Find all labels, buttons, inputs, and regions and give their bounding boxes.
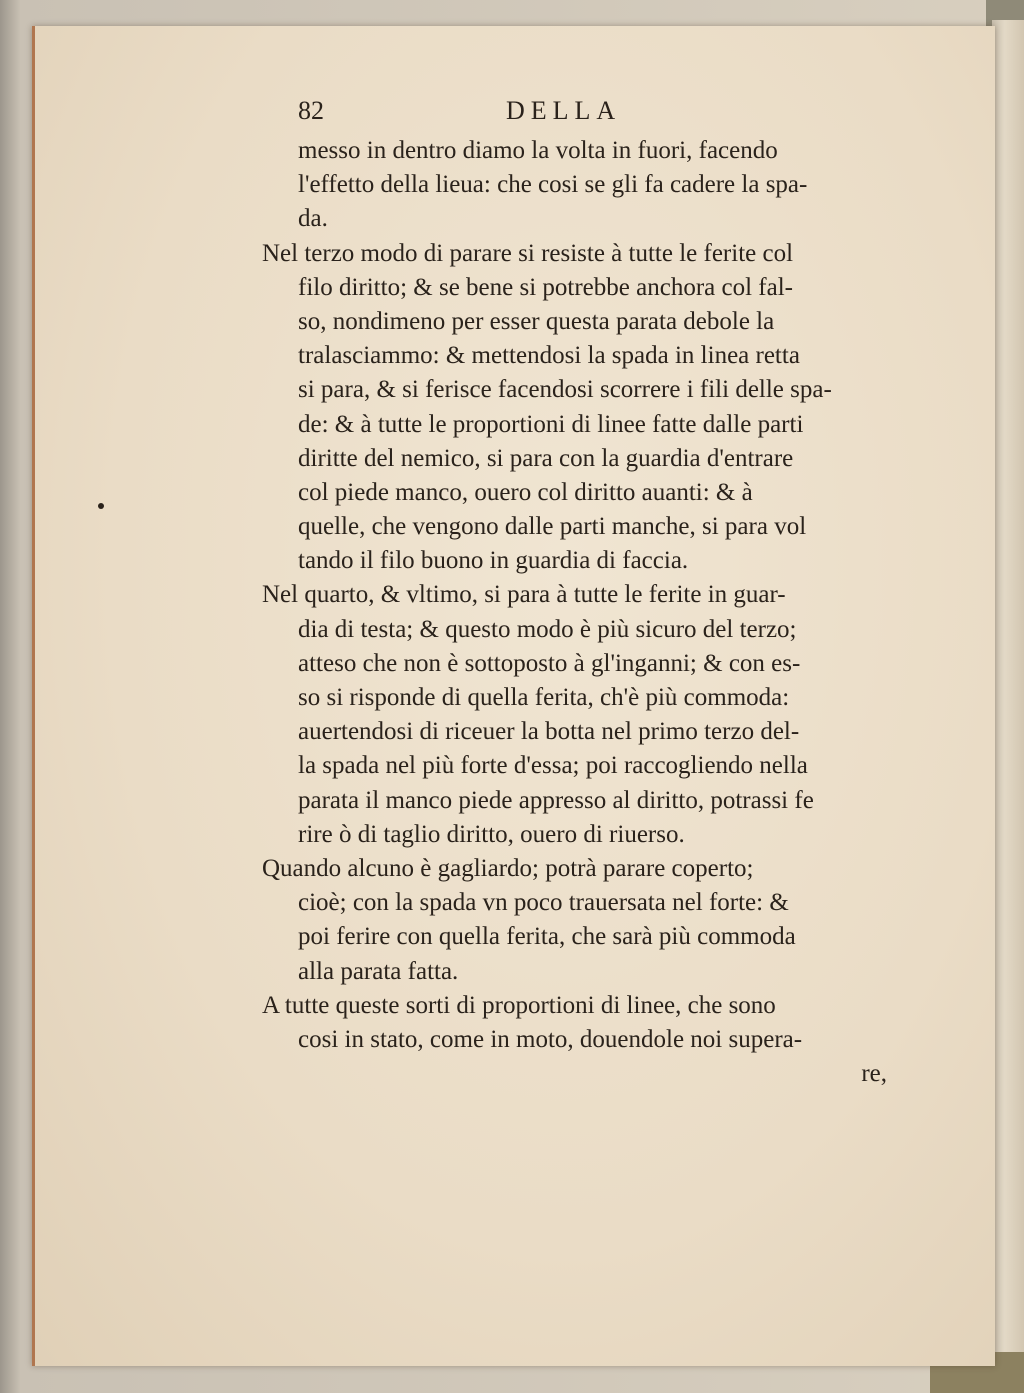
folio-number: 82 xyxy=(298,96,324,125)
text-line: de: & à tutte le proportioni di linee fatte dalle parti xyxy=(298,410,804,438)
text-line: dia di testa; & questo modo è più sicuro del terzo; xyxy=(298,615,797,643)
text-line: auertendosi di riceuer la botta nel primo terzo del- xyxy=(298,718,800,746)
text-line: so si risponde di quella ferita, ch'è più commoda: xyxy=(298,684,790,711)
facing-page-edge xyxy=(992,20,1024,1393)
text-line: so, nondimeno per esser questa parata debole la xyxy=(298,307,775,335)
running-head: DELLA xyxy=(506,96,622,125)
text-line: parata il manco piede appresso al diritto, potrassi fe xyxy=(298,786,814,814)
text-line: filo diritto; & se bene si potrebbe anchora col fal- xyxy=(298,273,793,301)
text-line: poi ferire con quella ferita, che sarà più commoda xyxy=(298,923,796,951)
text-line: cosi in stato, come in moto, douendole noi supera- xyxy=(298,1025,803,1053)
text-line: alla parata fatta. xyxy=(298,957,459,985)
text-line: tando il filo buono in guardia di faccia. xyxy=(298,547,689,575)
ink-mark xyxy=(98,503,104,509)
text-line: col piede manco, ouero col diritto auanti: & à xyxy=(298,478,753,506)
text-line: la spada nel più forte d'essa; poi raccogliendo nella xyxy=(298,752,808,780)
text-line: l'effetto della lieua: che cosi se gli fa cadere la spa- xyxy=(298,171,808,199)
text-line: diritte del nemico, si para con la guardia d'entrare xyxy=(298,444,794,472)
text-line: Nel quarto, & vltimo, si para à tutte le ferite in guar- xyxy=(262,581,786,609)
text-line: quelle, che vengono dalle parti manche, si para vol xyxy=(298,513,807,541)
text-line: tralasciammo: & mettendosi la spada in linea retta xyxy=(298,342,800,370)
text-line: messo in dentro diamo la volta in fuori, facendo xyxy=(298,137,778,164)
catchword: re, xyxy=(861,1060,887,1088)
page-header xyxy=(298,96,698,126)
text-line: Nel terzo modo di parare si resiste à tutte le ferite col xyxy=(262,239,794,267)
text-line: rire ò di taglio diritto, ouero di riuerso. xyxy=(298,820,685,848)
text-line: A tutte queste sorti di proportioni di linee, che sono xyxy=(262,991,776,1019)
text-line: si para, & si ferisce facendosi scorrere i fili delle spa- xyxy=(298,376,832,404)
text-line: atteso che non è sottoposto à gl'inganni; & con es- xyxy=(298,649,801,677)
text-line: da. xyxy=(298,205,328,233)
text-line: cioè; con la spada vn poco trauersata nel forte: & xyxy=(298,889,789,917)
text-line: Quando alcuno è gagliardo; potrà parare coperto; xyxy=(262,854,754,882)
body-text xyxy=(262,134,887,1091)
